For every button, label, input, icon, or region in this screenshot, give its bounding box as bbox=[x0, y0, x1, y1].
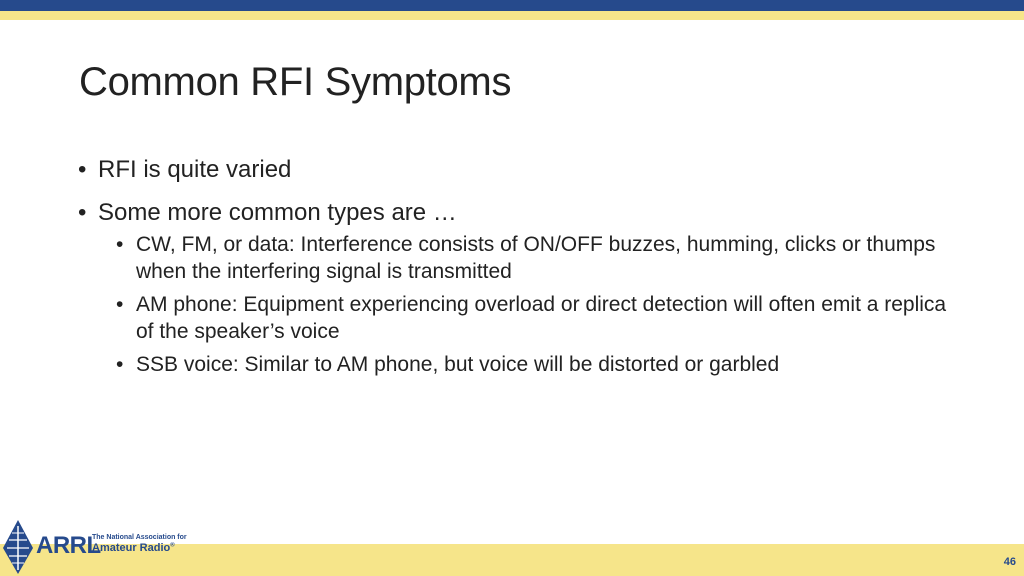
sub-bullet-text: SSB voice: Similar to AM phone, but voice will be distorted or garbled bbox=[136, 353, 780, 376]
bullet-text: RFI is quite varied bbox=[98, 156, 292, 183]
sub-bullet-list bbox=[116, 231, 978, 378]
page-number: 46 bbox=[1003, 556, 1016, 568]
bullet-marker: • bbox=[116, 233, 124, 256]
slide-title: Common RFI Symptoms bbox=[79, 60, 512, 104]
bullet-list bbox=[78, 155, 978, 384]
bullet-marker: • bbox=[78, 156, 87, 183]
bullet-marker: • bbox=[116, 293, 124, 316]
diamond-antenna-icon bbox=[0, 518, 36, 576]
sub-bullet-text: AM phone: Equipment experiencing overload or direct detection will often emit a replica of the speaker’s voice bbox=[136, 293, 947, 343]
sub-bullet-text: CW, FM, or data: Interference consists of ON/OFF buzzes, humming, clicks or thumps when the interfering signal is transmitted bbox=[136, 233, 936, 283]
header-bar-blue bbox=[0, 0, 1024, 11]
bullet-marker: • bbox=[78, 199, 87, 226]
bullet-text: Some more common types are … bbox=[98, 199, 457, 226]
bullet-item bbox=[78, 198, 978, 228]
sub-bullet-item bbox=[116, 291, 966, 345]
bullet-item bbox=[78, 155, 978, 185]
arrl-logo bbox=[0, 518, 190, 576]
sub-bullet-item bbox=[116, 351, 966, 378]
header-bar-yellow bbox=[0, 11, 1024, 20]
logo-tagline-line2: Amateur Radio® bbox=[92, 542, 175, 554]
logo-tagline-line1: The National Association for bbox=[92, 534, 187, 541]
logo-wordmark: ARRL bbox=[36, 532, 101, 559]
bullet-marker: • bbox=[116, 353, 124, 376]
sub-bullet-item bbox=[116, 231, 966, 285]
